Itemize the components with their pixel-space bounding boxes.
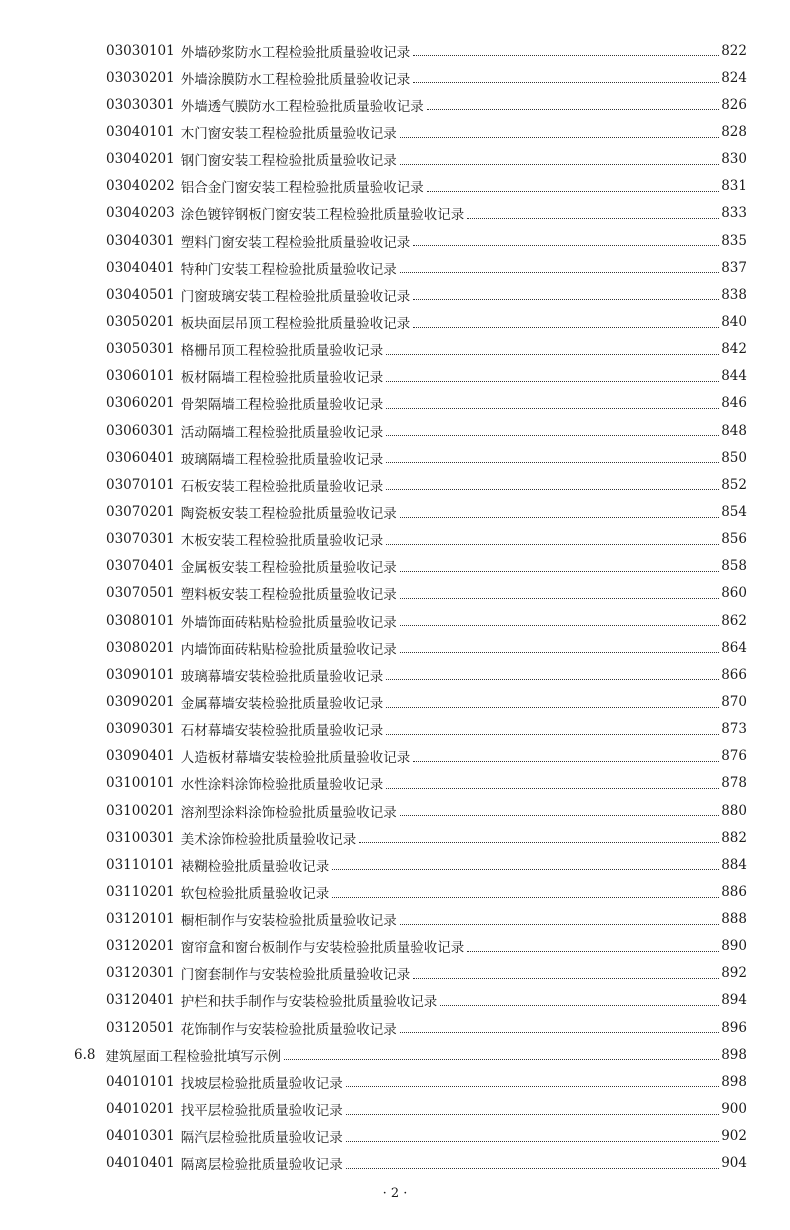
toc-entry-title: 隔汽层检验批质量验收记录 [180, 1130, 343, 1147]
toc-entry-code: 03040202 [106, 178, 175, 195]
toc-entry-title: 外墙砂浆防水工程检验批质量验收记录 [180, 44, 411, 61]
toc-entry-title: 外墙涂膜防水工程检验批质量验收记录 [180, 71, 411, 88]
page-number-footer: · 2 · [382, 1186, 408, 1201]
toc-entry[interactable] [0, 580, 790, 607]
dot-leader [400, 1031, 719, 1033]
dot-leader [413, 326, 719, 328]
toc-entry-page-number: 886 [721, 883, 747, 900]
dot-leader [386, 461, 719, 463]
toc-entry-title: 护栏和扶手制作与安装检验批质量验收记录 [180, 994, 438, 1011]
dot-leader [413, 760, 719, 762]
toc-entry-title: 玻璃隔墙工程检验批质量验收记录 [180, 451, 384, 468]
dot-leader [427, 108, 719, 110]
toc-entry-page-number: 833 [721, 205, 747, 222]
dot-leader [413, 54, 719, 56]
toc-entry-code: 03070101 [106, 476, 175, 493]
toc-entry[interactable] [0, 716, 790, 743]
toc-entry-code: 03120401 [106, 992, 175, 1009]
dot-leader [346, 1167, 719, 1169]
toc-entry-code: 03060301 [106, 422, 175, 439]
dot-leader [400, 516, 719, 518]
toc-entry[interactable] [0, 797, 790, 824]
toc-entry-page-number: 902 [721, 1128, 747, 1145]
toc-entry-title: 骨架隔墙工程检验批质量验收记录 [180, 397, 384, 414]
dot-leader [400, 923, 719, 925]
toc-entry-page-number: 896 [721, 1019, 747, 1036]
toc-entry-page-number: 894 [721, 992, 747, 1009]
toc-entry-code: 03060201 [106, 395, 175, 412]
toc-entry-title: 隔离层检验批质量验收记录 [180, 1157, 343, 1174]
dot-leader [427, 190, 719, 192]
toc-entry-page-number: 898 [721, 1046, 747, 1063]
dot-leader [386, 407, 719, 409]
toc-entry-code: 03070201 [106, 503, 175, 520]
toc-entry-code: 03030301 [106, 96, 175, 113]
toc-entry-code: 03040203 [106, 205, 175, 222]
toc-entry-page-number: 862 [721, 612, 747, 629]
toc-entry-code: 03100301 [106, 829, 175, 846]
toc-entry-title: 钢门窗安装工程检验批质量验收记录 [180, 153, 397, 170]
toc-entry-code: 04010201 [106, 1101, 175, 1118]
toc-entry-code: 04010101 [106, 1073, 175, 1090]
toc-entry[interactable] [0, 417, 790, 444]
toc-entry-title: 木板安装工程检验批质量验收记录 [180, 533, 384, 550]
toc-entry-page-number: 828 [721, 123, 747, 140]
toc-entry-page-number: 840 [721, 313, 747, 330]
toc-entry-title: 活动隔墙工程检验批质量验收记录 [180, 424, 384, 441]
toc-entry[interactable] [0, 960, 790, 987]
toc-entry-page-number: 854 [721, 503, 747, 520]
toc-entry[interactable] [0, 1150, 790, 1177]
toc-entry[interactable] [0, 526, 790, 553]
toc-entry-code: 03070401 [106, 558, 175, 575]
toc-entry-page-number: 837 [721, 259, 747, 276]
toc-entry-page-number: 852 [721, 476, 747, 493]
toc-entry-title: 窗帘盒和窗台板制作与安装检验批质量验收记录 [180, 940, 465, 957]
toc-entry-page-number: 846 [721, 395, 747, 412]
toc-entry-page-number: 826 [721, 96, 747, 113]
toc-entry-title: 塑料板安装工程检验批质量验收记录 [180, 587, 397, 604]
toc-entry[interactable] [0, 173, 790, 200]
toc-entry-page-number: 864 [721, 639, 747, 656]
toc-entry-page-number: 860 [721, 585, 747, 602]
dot-leader [386, 733, 719, 735]
toc-entry[interactable] [0, 1014, 790, 1041]
toc-entry-page-number: 904 [721, 1155, 747, 1172]
toc-entry-page-number: 848 [721, 422, 747, 439]
toc-entry-title: 石板安装工程检验批质量验收记录 [180, 478, 384, 495]
toc-entry-code: 03050201 [106, 313, 175, 330]
toc-entry-code: 03070301 [106, 531, 175, 548]
toc-entry[interactable] [0, 824, 790, 851]
toc-entry-code: 03100201 [106, 802, 175, 819]
dot-leader [400, 163, 719, 165]
dot-leader [346, 1140, 719, 1142]
toc-entry-page-number: 873 [721, 721, 747, 738]
toc-entry-code: 03040501 [106, 286, 175, 303]
toc-entry[interactable] [0, 1068, 790, 1095]
toc-entry[interactable] [0, 770, 790, 797]
toc-entry-title: 内墙饰面砖粘贴检验批质量验收记录 [180, 641, 397, 658]
toc-entry[interactable] [0, 227, 790, 254]
toc-entry-title: 裱糊检验批质量验收记录 [180, 858, 330, 875]
toc-entry-title: 玻璃幕墙安装检验批质量验收记录 [180, 668, 384, 685]
toc-entry-page-number: 876 [721, 748, 747, 765]
toc-entry[interactable] [0, 851, 790, 878]
toc-entry[interactable] [0, 498, 790, 525]
toc-entry-title: 人造板材幕墙安装检验批质量验收记录 [180, 750, 411, 767]
toc-entry-code: 03090401 [106, 748, 175, 765]
toc-entry-code: 6.8 [74, 1046, 96, 1063]
toc-entry-page-number: 880 [721, 802, 747, 819]
toc-entry-title: 软包检验批质量验收记录 [180, 885, 330, 902]
toc-entry-page-number: 892 [721, 965, 747, 982]
toc-entry-code: 03120301 [106, 965, 175, 982]
toc-entry-page-number: 838 [721, 286, 747, 303]
toc-entry[interactable] [0, 200, 790, 227]
toc-entry-title: 水性涂料涂饰检验批质量验收记录 [180, 777, 384, 794]
toc-entry-title: 门窗玻璃安装工程检验批质量验收记录 [180, 288, 411, 305]
dot-leader [400, 814, 719, 816]
toc-entry-page-number: 844 [721, 368, 747, 385]
toc-entry-title: 找平层检验批质量验收记录 [180, 1103, 343, 1120]
dot-leader [386, 380, 719, 382]
toc-entry-code: 03080201 [106, 639, 175, 656]
toc-entry-title: 溶剂型涂料涂饰检验批质量验收记录 [180, 804, 397, 821]
toc-entry-title: 特种门安装工程检验批质量验收记录 [180, 261, 397, 278]
dot-leader [386, 678, 719, 680]
toc-entry-title: 橱柜制作与安装检验批质量验收记录 [180, 913, 397, 930]
toc-entry[interactable] [0, 634, 790, 661]
toc-entry-code: 03080101 [106, 612, 175, 629]
toc-entry[interactable] [0, 37, 790, 64]
toc-entry-page-number: 830 [721, 151, 747, 168]
dot-leader [284, 1058, 719, 1060]
toc-entry-code: 03090101 [106, 666, 175, 683]
toc-entry-page-number: 890 [721, 938, 747, 955]
toc-entry-page-number: 866 [721, 666, 747, 683]
dot-leader [400, 624, 719, 626]
toc-entry-title: 外墙透气膜防水工程检验批质量验收记录 [180, 98, 424, 115]
dot-leader [386, 434, 719, 436]
toc-entry[interactable] [0, 607, 790, 634]
dot-leader [467, 217, 719, 219]
toc-entry[interactable] [0, 308, 790, 335]
dot-leader [400, 570, 719, 572]
toc-entry-title: 铝合金门窗安装工程检验批质量验收记录 [180, 180, 424, 197]
toc-entry-page-number: 822 [721, 42, 747, 59]
toc-entry[interactable] [0, 1095, 790, 1122]
toc-entry-title: 找坡层检验批质量验收记录 [180, 1075, 343, 1092]
toc-entry[interactable] [0, 91, 790, 118]
dot-leader [332, 868, 719, 870]
toc-entry-title: 美术涂饰检验批质量验收记录 [180, 831, 357, 848]
toc-entry[interactable] [0, 363, 790, 390]
toc-entry-code: 03040301 [106, 232, 175, 249]
toc-entry-code: 03120201 [106, 938, 175, 955]
dot-leader [413, 81, 719, 83]
toc-entry[interactable] [0, 987, 790, 1014]
toc-entry-code: 03040201 [106, 151, 175, 168]
toc-entry-page-number: 898 [721, 1073, 747, 1090]
toc-entry[interactable] [0, 1123, 790, 1150]
dot-leader [440, 1004, 719, 1006]
toc-entry-page-number: 856 [721, 531, 747, 548]
dot-leader [359, 841, 719, 843]
dot-leader [413, 977, 719, 979]
toc-entry-code: 03090201 [106, 693, 175, 710]
toc-entry-page-number: 842 [721, 341, 747, 358]
dot-leader [400, 597, 719, 599]
toc-entry-title: 木门窗安装工程检验批质量验收记录 [180, 125, 397, 142]
toc-entry-code: 03120101 [106, 911, 175, 928]
toc-entry[interactable] [0, 688, 790, 715]
toc-entry[interactable] [0, 906, 790, 933]
toc-entry-page-number: 835 [721, 232, 747, 249]
toc-entry[interactable] [0, 254, 790, 281]
toc-entry[interactable] [0, 281, 790, 308]
table-of-contents [0, 37, 790, 1177]
toc-entry-page-number: 878 [721, 775, 747, 792]
toc-entry-page-number: 882 [721, 829, 747, 846]
toc-entry-page-number: 850 [721, 449, 747, 466]
toc-entry-code: 03110101 [106, 856, 175, 873]
toc-entry[interactable] [0, 933, 790, 960]
toc-entry[interactable] [0, 444, 790, 471]
dot-leader [386, 488, 719, 490]
dot-leader [413, 298, 719, 300]
dot-leader [386, 787, 719, 789]
toc-entry-title: 格栅吊顶工程检验批质量验收记录 [180, 343, 384, 360]
dot-leader [332, 896, 719, 898]
toc-entry-title: 塑料门窗安装工程检验批质量验收记录 [180, 234, 411, 251]
toc-entry-code: 03040401 [106, 259, 175, 276]
dot-leader [400, 136, 719, 138]
toc-entry[interactable] [0, 743, 790, 770]
toc-entry-page-number: 870 [721, 693, 747, 710]
toc-entry[interactable] [0, 878, 790, 905]
toc-entry-code: 03120501 [106, 1019, 175, 1036]
toc-entry-page-number: 888 [721, 911, 747, 928]
dot-leader [346, 1113, 719, 1115]
toc-entry-page-number: 824 [721, 69, 747, 86]
toc-entry-code: 03040101 [106, 123, 175, 140]
dot-leader [386, 353, 719, 355]
dot-leader [400, 651, 719, 653]
toc-entry-code: 03060401 [106, 449, 175, 466]
toc-entry-title: 板材隔墙工程检验批质量验收记录 [180, 370, 384, 387]
toc-entry-code: 03060101 [106, 368, 175, 385]
toc-entry[interactable] [0, 661, 790, 688]
toc-entry-code: 03050301 [106, 341, 175, 358]
toc-entry-code: 03070501 [106, 585, 175, 602]
toc-entry-page-number: 900 [721, 1101, 747, 1118]
toc-entry-page-number: 858 [721, 558, 747, 575]
toc-entry[interactable] [0, 146, 790, 173]
toc-entry-title: 金属板安装工程检验批质量验收记录 [180, 560, 397, 577]
toc-entry-title: 石材幕墙安装检验批质量验收记录 [180, 723, 384, 740]
dot-leader [386, 706, 719, 708]
dot-leader [346, 1085, 719, 1087]
toc-entry[interactable] [0, 64, 790, 91]
toc-entry-code: 04010401 [106, 1155, 175, 1172]
toc-entry[interactable] [0, 118, 790, 145]
dot-leader [413, 244, 719, 246]
toc-entry[interactable] [0, 336, 790, 363]
toc-entry-title: 板块面层吊顶工程检验批质量验收记录 [180, 315, 411, 332]
toc-entry-title: 陶瓷板安装工程检验批质量验收记录 [180, 505, 397, 522]
toc-entry-page-number: 884 [721, 856, 747, 873]
dot-leader [386, 543, 719, 545]
toc-entry-title: 外墙饰面砖粘贴检验批质量验收记录 [180, 614, 397, 631]
toc-entry-code: 03030101 [106, 42, 175, 59]
dot-leader [467, 950, 719, 952]
toc-entry[interactable] [0, 390, 790, 417]
toc-entry-code: 03110201 [106, 883, 175, 900]
toc-entry-title: 花饰制作与安装检验批质量验收记录 [180, 1021, 397, 1038]
toc-entry[interactable] [0, 471, 790, 498]
toc-entry-code: 03100101 [106, 775, 175, 792]
toc-entry-code: 03030201 [106, 69, 175, 86]
toc-section-heading[interactable] [0, 1041, 790, 1068]
toc-entry-title: 门窗套制作与安装检验批质量验收记录 [180, 967, 411, 984]
toc-entry-code: 03090301 [106, 721, 175, 738]
toc-entry-code: 04010301 [106, 1128, 175, 1145]
toc-entry-title: 涂色镀锌钢板门窗安装工程检验批质量验收记录 [180, 207, 465, 224]
toc-entry-title: 建筑屋面工程检验批填写示例 [105, 1048, 281, 1065]
toc-entry[interactable] [0, 553, 790, 580]
dot-leader [400, 271, 719, 273]
toc-entry-title: 金属幕墙安装检验批质量验收记录 [180, 695, 384, 712]
toc-entry-page-number: 831 [721, 178, 747, 195]
